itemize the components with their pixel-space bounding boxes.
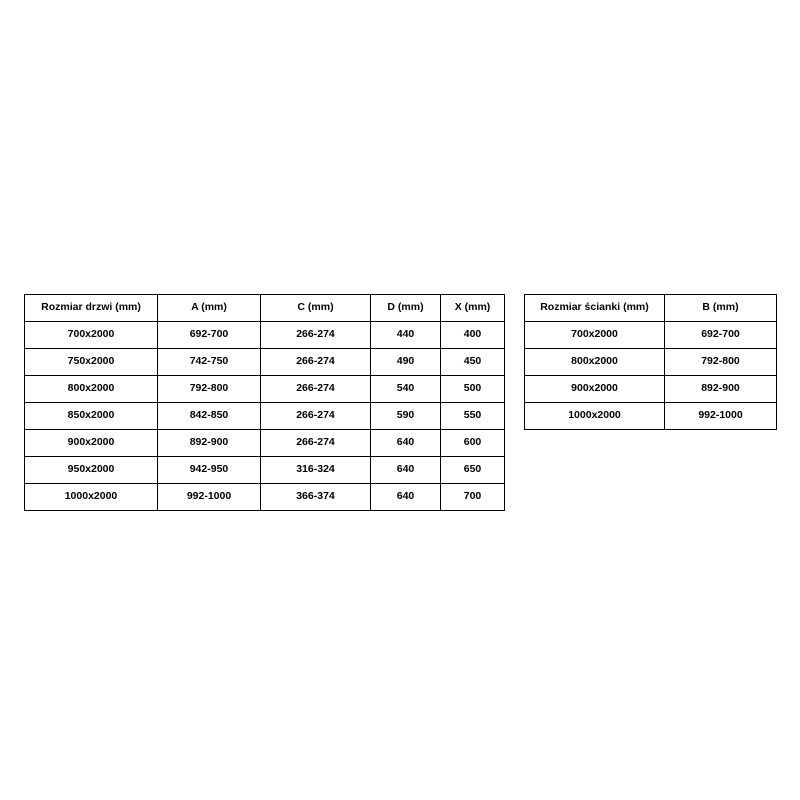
cell-x: 500 — [441, 376, 505, 403]
cell-a: 742-750 — [158, 349, 261, 376]
table-row — [25, 430, 505, 457]
cell-d: 640 — [371, 457, 441, 484]
table-row — [525, 322, 777, 349]
cell-d: 440 — [371, 322, 441, 349]
cell-a: 692-700 — [158, 322, 261, 349]
cell-door-size: 750x2000 — [25, 349, 158, 376]
cell-d: 640 — [371, 484, 441, 511]
cell-c: 316-324 — [261, 457, 371, 484]
cell-a: 892-900 — [158, 430, 261, 457]
cell-wall-size: 700x2000 — [525, 322, 665, 349]
cell-a: 792-800 — [158, 376, 261, 403]
cell-x: 400 — [441, 322, 505, 349]
column-header-b: B (mm) — [665, 295, 777, 322]
cell-a: 842-850 — [158, 403, 261, 430]
table-row — [25, 457, 505, 484]
cell-door-size: 800x2000 — [25, 376, 158, 403]
wall-panel-dimensions-table — [524, 294, 777, 430]
column-header-wall-size: Rozmiar ścianki (mm) — [525, 295, 665, 322]
cell-b: 792-800 — [665, 349, 777, 376]
column-header-door-size: Rozmiar drzwi (mm) — [25, 295, 158, 322]
doors-dimensions-table — [24, 294, 505, 511]
table-row — [25, 322, 505, 349]
cell-c: 266-274 — [261, 430, 371, 457]
column-header-c: C (mm) — [261, 295, 371, 322]
cell-door-size: 700x2000 — [25, 322, 158, 349]
column-header-x: X (mm) — [441, 295, 505, 322]
table-row — [25, 403, 505, 430]
cell-door-size: 950x2000 — [25, 457, 158, 484]
table-row — [25, 349, 505, 376]
table-header-row — [25, 295, 505, 322]
cell-d: 590 — [371, 403, 441, 430]
cell-door-size: 1000x2000 — [25, 484, 158, 511]
column-header-a: A (mm) — [158, 295, 261, 322]
cell-x: 600 — [441, 430, 505, 457]
table-header-row — [525, 295, 777, 322]
cell-a: 992-1000 — [158, 484, 261, 511]
cell-wall-size: 1000x2000 — [525, 403, 665, 430]
cell-wall-size: 900x2000 — [525, 376, 665, 403]
cell-c: 266-274 — [261, 403, 371, 430]
column-header-d: D (mm) — [371, 295, 441, 322]
table-row — [525, 403, 777, 430]
cell-d: 640 — [371, 430, 441, 457]
cell-a: 942-950 — [158, 457, 261, 484]
cell-c: 266-274 — [261, 349, 371, 376]
cell-d: 540 — [371, 376, 441, 403]
cell-x: 650 — [441, 457, 505, 484]
table-row — [25, 484, 505, 511]
table-row — [525, 349, 777, 376]
cell-wall-size: 800x2000 — [525, 349, 665, 376]
doors-dimensions-table-container — [24, 294, 505, 511]
cell-door-size: 900x2000 — [25, 430, 158, 457]
cell-d: 490 — [371, 349, 441, 376]
cell-c: 266-274 — [261, 322, 371, 349]
cell-b: 992-1000 — [665, 403, 777, 430]
cell-x: 450 — [441, 349, 505, 376]
cell-c: 366-374 — [261, 484, 371, 511]
table-row — [25, 376, 505, 403]
cell-c: 266-274 — [261, 376, 371, 403]
cell-x: 550 — [441, 403, 505, 430]
wall-panel-dimensions-table-container — [524, 294, 777, 430]
cell-b: 692-700 — [665, 322, 777, 349]
cell-door-size: 850x2000 — [25, 403, 158, 430]
cell-b: 892-900 — [665, 376, 777, 403]
table-row — [525, 376, 777, 403]
cell-x: 700 — [441, 484, 505, 511]
